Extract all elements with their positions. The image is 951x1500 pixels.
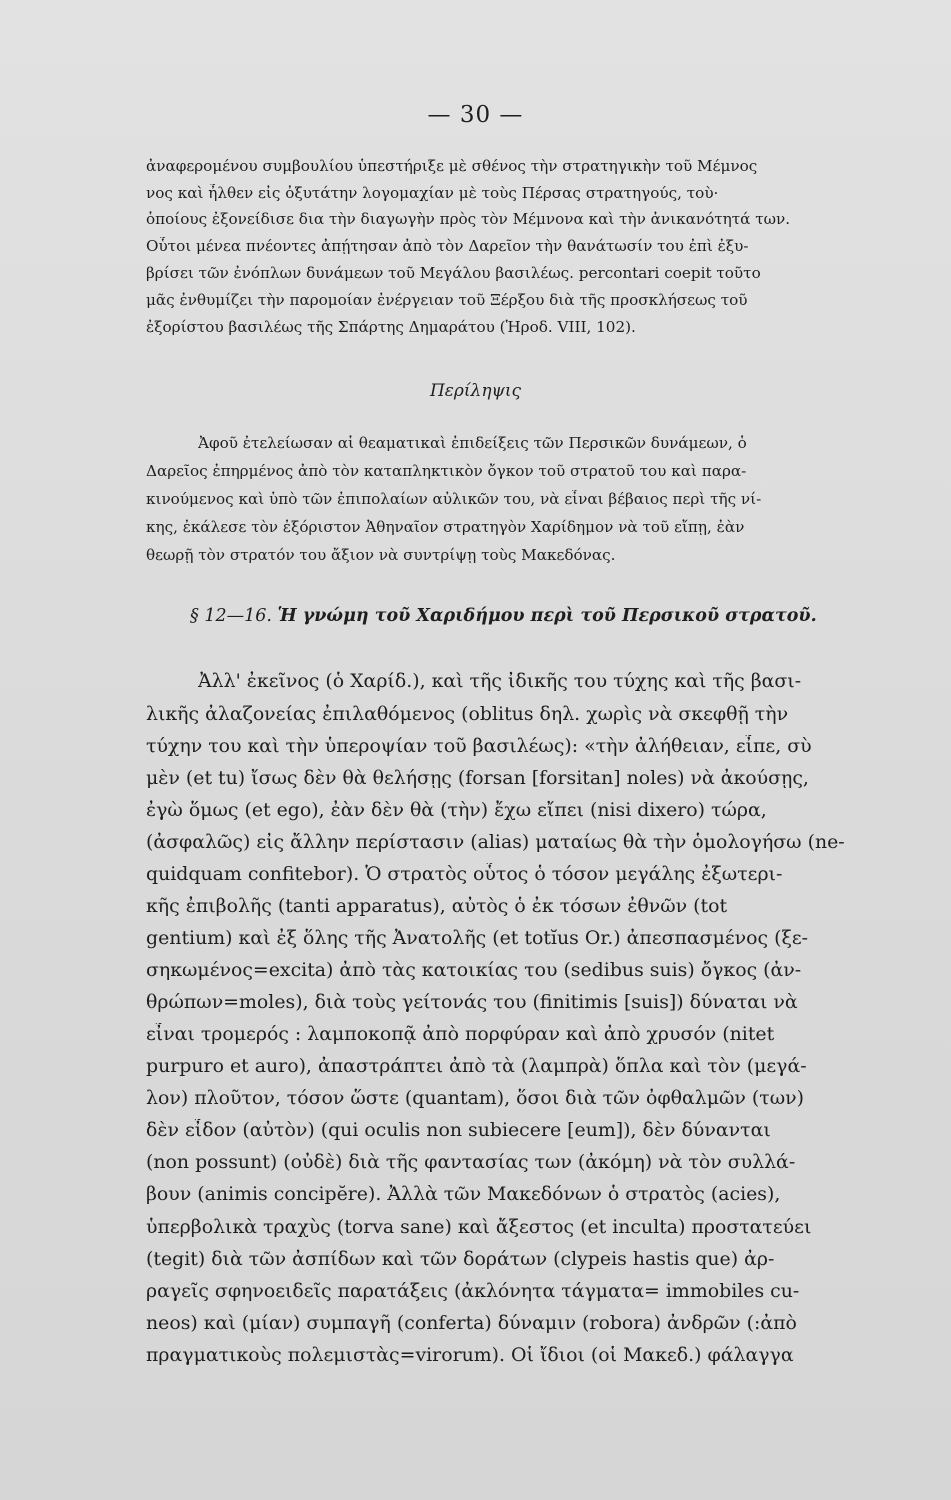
text-line: νος καὶ ἦλθεν εἰς ὀξυτάτην λογομαχίαν μὲ τοὺς Πέρσας στρατηγούς, τοὺ· <box>146 184 719 202</box>
text-line: τύχην του καὶ τὴν ὑπεροψίαν τοῦ βασιλέως): «τὴν ἀλήθειαν, εἶπε, σὺ <box>146 735 812 757</box>
text-line: neos) καὶ (μίαν) συμπαγῆ (conferta) δύναμιν (robora) ἀνδρῶν (:ἀπὸ <box>146 1312 797 1334</box>
text-line: κῆς ἐπιβολῆς (tanti apparatus), αὐτὸς ὁ ἐκ τόσων ἐθνῶν (tot <box>146 895 728 917</box>
text-line: βουν (animis concipĕre). Ἀλλὰ τῶν Μακεδόνων ὁ στρατὸς (acies), <box>146 1183 781 1205</box>
section-title: Ἡ γνώμη τοῦ Χαριδήμου περὶ τοῦ Περσικοῦ στρατοῦ. <box>277 606 817 626</box>
text-line: μὲν (et tu) ἴσως δὲν θὰ θελήσῃς (forsan [forsitan] noles) νὰ ἀκούσῃς, <box>146 767 809 789</box>
text-line: ἀναφερομένου συμβουλίου ὑπεστήριξε μὲ σθένος τὴν στρατηγικὴν τοῦ Μέμνος <box>146 157 758 175</box>
text-line: θεωρῇ τὸν στρατόν του ἄξιον νὰ συντρίψῃ τοὺς Μακεδόνας. <box>146 546 616 564</box>
text-line: Δαρεῖος ἐπηρμένος ἀπὸ τὸν καταπληκτικὸν ὄγκον τοῦ στρατοῦ του καὶ παρα- <box>146 462 747 480</box>
text-line: Ἀφοῦ ἐτελείωσαν αἱ θεαματικαὶ ἐπιδείξεις τῶν Περσικῶν δυνάμεων, ὁ <box>198 434 747 452</box>
text-line: πραγματικοὺς πολεμιστὰς=virorum). Οἱ ἴδιοι (οἱ Μακεδ.) φάλαγγα <box>146 1344 794 1366</box>
text-line: ἐξορίστου βασιλέως τῆς Σπάρτης Δημαράτου (Ἡροδ. VIII, 102). <box>146 318 636 336</box>
text-line: quidquam confitebor). Ὁ στρατὸς οὗτος ὁ τόσον μεγάλης ἐξωτερι- <box>146 863 783 885</box>
text-line: λικῆς ἀλαζονείας ἐπιλαθόμενος (oblitus δηλ. χωρὶς νὰ σκεφθῇ τὴν <box>146 703 789 725</box>
text-line: ὁποίους ἐξονείδισε δια τὴν διαγωγὴν πρὸς τὸν Μέμνονα καὶ τὴν ἀνικανότητά των. <box>146 210 791 228</box>
text-line: σηκωμένος=excita) ἀπὸ τὰς κατοικίας του (sedibus suis) ὄγκος (ἀν- <box>146 959 802 981</box>
text-line: ραγεῖς σφηνοειδεῖς παρατάξεις (ἀκλόνητα τάγματα= immobiles cu- <box>146 1280 800 1302</box>
text-line: εἶναι τρομερός : λαμποκοπᾷ ἀπὸ πορφύραν καὶ ἀπὸ χρυσόν (nitet <box>146 1023 775 1045</box>
text-line: βρίσει τῶν ἐνόπλων δυνάμεων τοῦ Μεγάλου βασιλέως. percontari coepit τοῦτο <box>146 264 761 282</box>
text-line: Οὗτοι μένεα πνέοντες ἀπῄτησαν ἀπὸ τὸν Δαρεῖον τὴν θανάτωσίν του ἐπὶ ἐξυ- <box>146 237 749 255</box>
text-line: ὑπερβολικὰ τραχὺς (torva sane) καὶ ἄξεστος (et inculta) προστατεύει <box>146 1216 812 1238</box>
text-line: μᾶς ἐνθυμίζει τὴν παρομοίαν ἐνέργειαν τοῦ Ξέρξου διὰ τῆς προσκλήσεως τοῦ <box>146 291 748 309</box>
section-number: § 12—16. <box>190 606 272 626</box>
text-line: κης, ἐκάλεσε τὸν ἐξόριστον Ἀθηναῖον στρατηγὸν Χαρίδημον νὰ τοῦ εἴπῃ, ἐὰν <box>146 518 745 536</box>
text-line: gentium) καὶ ἐξ ὅλης τῆς Ἀνατολῆς (et totĭus Or.) ἀπεσπασμένος (ξε- <box>146 927 809 949</box>
text-line: purpuro et auro), ἀπαστράπτει ἀπὸ τὰ (λαμπρὰ) ὅπλα καὶ τὸν (μεγά- <box>146 1055 807 1077</box>
text-line: ἐγὼ ὅμως (et ego), ἐὰν δὲν θὰ (τὴν) ἔχω εἴπει (nisi dixero) τώρα, <box>146 799 767 821</box>
text-line: (non possunt) (οὐδὲ) διὰ τῆς φαντασίας των (ἀκόμη) νὰ τὸν συλλά- <box>146 1151 796 1173</box>
text-line: δὲν εἶδον (αὐτὸν) (qui oculis non subiecere [eum]), δὲν δύνανται <box>146 1119 771 1141</box>
text-line: λον) πλοῦτον, τόσον ὥστε (quantam), ὅσοι διὰ τῶν ὀφθαλμῶν (των) <box>146 1087 804 1109</box>
text-line: (tegit) διὰ τῶν ἀσπίδων καὶ τῶν δοράτων (clypeis hastis que) ἀρ- <box>146 1248 775 1270</box>
page-number: — 30 — <box>427 102 524 128</box>
text-line: θρώπων=moles), διὰ τοὺς γείτονάς του (finitimis [suis]) δύναται νὰ <box>146 991 798 1013</box>
summary-heading: Περίληψις <box>429 381 522 401</box>
text-line: (ἀσφαλῶς) εἰς ἄλλην περίστασιν (alias) ματαίως θὰ τὴν ὁμολογήσω (ne- <box>146 831 845 853</box>
section-heading <box>190 606 817 626</box>
text-line: κινούμενος καὶ ὑπὸ τῶν ἐπιπολαίων αὐλικῶν του, νὰ εἶναι βέβαιος περὶ τῆς νί- <box>146 490 762 508</box>
text-line: Ἀλλ' ἐκεῖνος (ὁ Χαρίδ.), καὶ τῆς ἰδικῆς του τύχης καὶ τῆς βασι- <box>198 670 802 692</box>
